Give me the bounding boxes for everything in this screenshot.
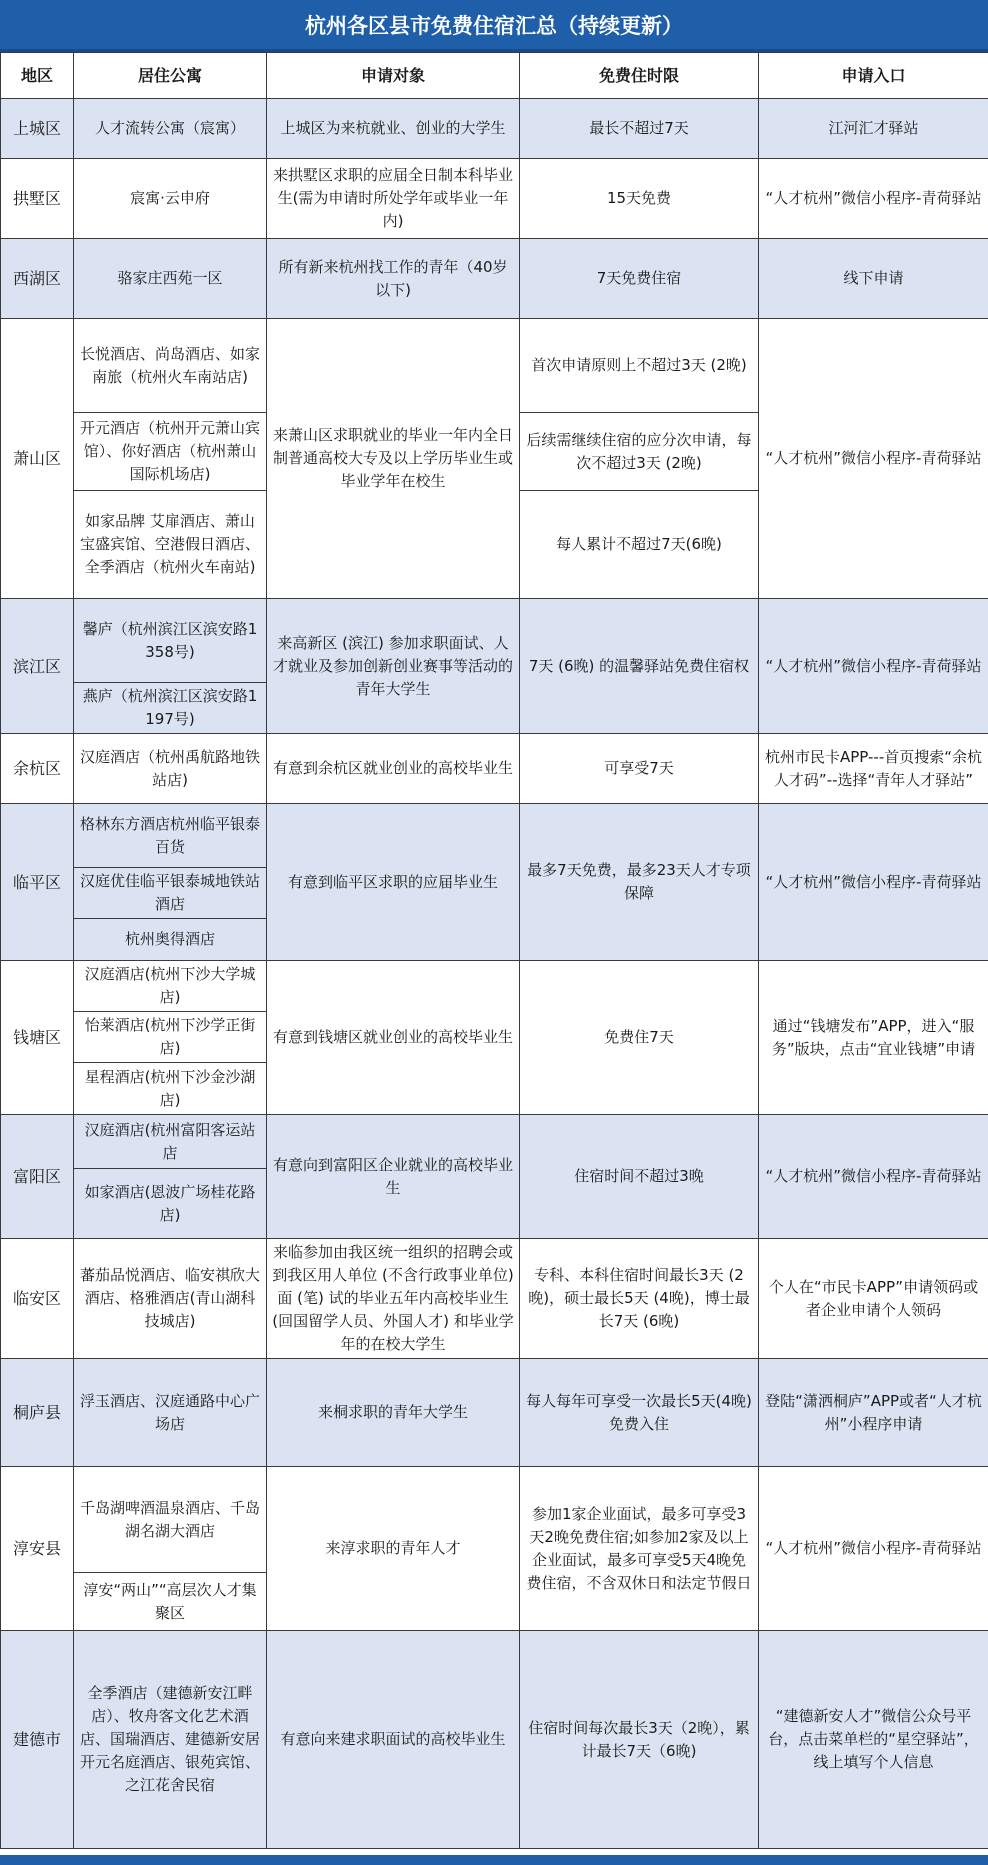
apartment-cell: 汉庭酒店(杭州下沙大学城店)	[74, 961, 267, 1012]
target-cell: 上城区为来杭就业、创业的大学生	[267, 99, 520, 159]
entry-cell: “建德新安人才”微信公众号平台，点击菜单栏的“星空驿站”，线上填写个人信息	[759, 1631, 988, 1849]
district-cell: 淳安县	[1, 1467, 74, 1631]
entry-cell: 通过“钱塘发布”APP，进入“服务”版块，点击“宜业钱塘”申请	[759, 961, 988, 1115]
district-cell: 建德市	[1, 1631, 74, 1849]
district-cell: 萧山区	[1, 319, 74, 599]
limit-cell: 最多7天免费，最多23天人才专项保障	[520, 804, 759, 961]
limit-cell: 每人累计不超过7天(6晚)	[520, 491, 759, 599]
entry-cell: 个人在“市民卡APP”申请领码或者企业申请个人领码	[759, 1239, 988, 1359]
district-cell: 钱塘区	[1, 961, 74, 1115]
entry-cell: 江河汇才驿站	[759, 99, 988, 159]
entry-cell: “人才杭州”微信小程序-青荷驿站	[759, 1467, 988, 1631]
apartment-cell: 骆家庄西苑一区	[74, 239, 267, 319]
limit-cell: 专科、本科住宿时间最长3天 (2晚)，硕士最长5天 (4晚)，博士最长7天 (6晚)	[520, 1239, 759, 1359]
apartment-cell: 汉庭酒店（杭州禹航路地铁站店)	[74, 734, 267, 804]
limit-cell: 每人每年可享受一次最长5天(4晚)免费入住	[520, 1359, 759, 1467]
apartment-cell: 怡莱酒店(杭州下沙学正街店)	[74, 1012, 267, 1063]
district-cell: 西湖区	[1, 239, 74, 319]
apartment-cell: 格林东方酒店杭州临平银泰百货	[74, 804, 267, 868]
entry-cell: “人才杭州”微信小程序-青荷驿站	[759, 1115, 988, 1239]
entry-cell: 线下申请	[759, 239, 988, 319]
apartment-cell: 如家酒店(恩波广场桂花路店)	[74, 1169, 267, 1239]
table-row	[1, 1359, 988, 1467]
apartment-cell: 全季酒店（建德新安江畔店）、牧舟客文化艺术酒店、国瑞酒店、建德新安居开元名庭酒店、银苑宾馆、之江花舍民宿	[74, 1631, 267, 1849]
target-cell: 有意到临平区求职的应届毕业生	[267, 804, 520, 961]
apartment-cell: 蕃茄品悦酒店、临安祺欣大酒店、格雅酒店(青山湖科技城店)	[74, 1239, 267, 1359]
district-cell: 上城区	[1, 99, 74, 159]
apartment-cell: 长悦酒店、尚岛酒店、如家南旅（杭州火车南站店)	[74, 319, 267, 413]
district-cell: 滨江区	[1, 599, 74, 734]
apartment-cell: 如家品牌 艾扉酒店、萧山宝盛宾馆、空港假日酒店、全季酒店（杭州火车南站)	[74, 491, 267, 599]
district-cell: 临平区	[1, 804, 74, 961]
header-entry: 申请入口	[759, 53, 988, 99]
district-cell: 余杭区	[1, 734, 74, 804]
entry-cell: 杭州市民卡APP---首页搜索“余杭人才码”--选择“青年人才驿站”	[759, 734, 988, 804]
limit-cell: 15天免费	[520, 159, 759, 239]
apartment-cell: 星程酒店(杭州下沙金沙湖店)	[74, 1063, 267, 1115]
target-cell: 有意到钱塘区就业创业的高校毕业生	[267, 961, 520, 1115]
table-row	[1, 159, 988, 239]
header-district: 地区	[1, 53, 74, 99]
table-row	[1, 734, 988, 804]
target-cell: 有意向来建求职面试的高校毕业生	[267, 1631, 520, 1849]
target-cell: 来临参加由我区统一组织的招聘会或到我区用人单位 (不含行政事业单位) 面 (笔) 试的毕业五年内高校毕业生 (回国留学人员、外国人才) 和毕业学年的在校大学生	[267, 1239, 520, 1359]
entry-cell: “人才杭州”微信小程序-青荷驿站	[759, 599, 988, 734]
limit-cell: 免费住7天	[520, 961, 759, 1115]
table-row	[1, 319, 988, 413]
target-cell: 来拱墅区求职的应届全日制本科毕业生(需为申请时所处学年或毕业一年内)	[267, 159, 520, 239]
limit-cell: 最长不超过7天	[520, 99, 759, 159]
district-cell: 富阳区	[1, 1115, 74, 1239]
table-row	[1, 599, 988, 683]
apartment-cell: 宸寓·云申府	[74, 159, 267, 239]
table-row	[1, 1631, 988, 1849]
target-cell: 来萧山区求职就业的毕业一年内全日制普通高校大专及以上学历毕业生或毕业学年在校生	[267, 319, 520, 599]
apartment-cell: 淳安“两山”“高层次人才集聚区	[74, 1573, 267, 1631]
target-cell: 来高新区 (滨江) 参加求职面试、人才就业及参加创新创业赛事等活动的青年大学生	[267, 599, 520, 734]
limit-cell: 参加1家企业面试，最多可享受3天2晚免费住宿;如参加2家及以上企业面试，最多可享受5天4晚免费住宿，不含双休日和法定节假日	[520, 1467, 759, 1631]
limit-cell: 可享受7天	[520, 734, 759, 804]
apartment-cell: 杭州奥得酒店	[74, 919, 267, 961]
limit-cell: 7天免费住宿	[520, 239, 759, 319]
apartment-cell: 千岛湖啤酒温泉酒店、千岛湖名湖大酒店	[74, 1467, 267, 1573]
table-row	[1, 1467, 988, 1573]
table-row	[1, 1239, 988, 1359]
apartment-cell: 馨庐（杭州滨江区滨安路1358号)	[74, 599, 267, 683]
entry-cell: “人才杭州”微信小程序-青荷驿站	[759, 804, 988, 961]
table-row	[1, 1115, 988, 1169]
header-target: 申请对象	[267, 53, 520, 99]
entry-cell: 登陆“潇洒桐庐”APP或者“人才杭州”小程序申请	[759, 1359, 988, 1467]
header-apartment: 居住公寓	[74, 53, 267, 99]
apartment-cell: 汉庭酒店(杭州富阳客运站店	[74, 1115, 267, 1169]
district-cell: 桐庐县	[1, 1359, 74, 1467]
target-cell: 有意到余杭区就业创业的高校毕业生	[267, 734, 520, 804]
limit-cell: 住宿时间不超过3晚	[520, 1115, 759, 1239]
entry-cell: “人才杭州”微信小程序-青荷驿站	[759, 319, 988, 599]
limit-cell: 首次申请原则上不超过3天 (2晚)	[520, 319, 759, 413]
target-cell: 来桐求职的青年大学生	[267, 1359, 520, 1467]
table-row	[1, 804, 988, 868]
header-limit: 免费住时限	[520, 53, 759, 99]
entry-cell: “人才杭州”微信小程序-青荷驿站	[759, 159, 988, 239]
target-cell: 来淳求职的青年人才	[267, 1467, 520, 1631]
apartment-cell: 人才流转公寓（宸寓）	[74, 99, 267, 159]
table-header-row	[1, 53, 988, 99]
apartment-cell: 浮玉酒店、汉庭通路中心广场店	[74, 1359, 267, 1467]
limit-cell: 7天 (6晚) 的温馨驿站免费住宿权	[520, 599, 759, 734]
table-row	[1, 99, 988, 159]
apartment-cell: 燕庐（杭州滨江区滨安路1197号)	[74, 683, 267, 734]
district-cell: 临安区	[1, 1239, 74, 1359]
limit-cell: 后续需继续住宿的应分次申请，每次不超过3天 (2晚)	[520, 413, 759, 491]
table-row	[1, 961, 988, 1012]
apartment-cell: 汉庭优佳临平银泰城地铁站酒店	[74, 868, 267, 919]
target-cell: 所有新来杭州找工作的青年（40岁以下)	[267, 239, 520, 319]
district-cell: 拱墅区	[1, 159, 74, 239]
bottom-strip	[0, 1855, 988, 1865]
target-cell: 有意向到富阳区企业就业的高校毕业生	[267, 1115, 520, 1239]
page-title: 杭州各区县市免费住宿汇总（持续更新）	[0, 0, 988, 52]
housing-table	[0, 52, 988, 1849]
table-row	[1, 239, 988, 319]
apartment-cell: 开元酒店（杭州开元萧山宾馆）、你好酒店（杭州萧山国际机场店)	[74, 413, 267, 491]
limit-cell: 住宿时间每次最长3天（2晚），累计最长7天（6晚)	[520, 1631, 759, 1849]
